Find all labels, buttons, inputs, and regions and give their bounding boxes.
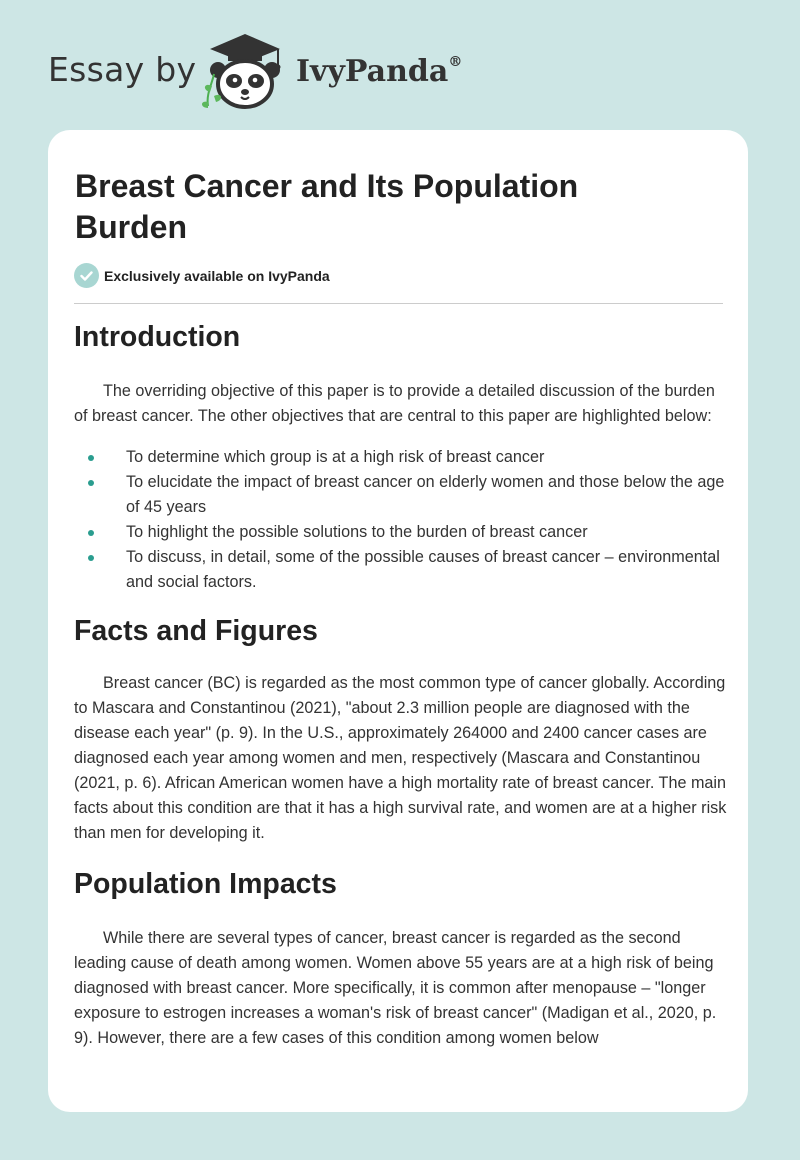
essay-by-label: Essay by [48,50,197,89]
exclusive-badge-label: Exclusively available on IvyPanda [104,267,330,284]
paragraph-introduction: The overriding objective of this paper is to provide a detailed discussion of the burden of breast cancer. The other objectives that are central to this paper are highlighted below: [74,382,715,425]
list-item: To determine which group is at a high risk of breast cancer [74,445,729,470]
objectives-list [74,445,729,595]
section-heading-introduction: Introduction [74,321,241,353]
panda-graduate-logo-icon[interactable] [200,30,290,110]
site-header [48,30,468,110]
essay-body [74,317,729,1051]
registered-mark: ® [448,54,463,70]
list-item: To discuss, in detail, some of the possible causes of breast cancer – environmental and social factors. [74,545,729,595]
section-heading-population-impacts: Population Impacts [74,868,337,900]
paragraph-population-impacts: While there are several types of cancer, breast cancer is regarded as the second leading cause of death among women. Women above 55 years are at a high risk of being diagnosed with breast cancer. More specifically, it is common after menopause – "longer exposure to estrogen increases a woman's risk of breast cancer" (Madigan et al., 2020, p. 9). However, there are a few cases of this condition among women below [74,929,717,1047]
essay-title: Breast Cancer and Its Population Burden [75,168,579,245]
section-heading-facts-and-figures: Facts and Figures [74,615,318,647]
paragraph-facts-and-figures: Breast cancer (BC) is regarded as the most common type of cancer globally. According to Mascara and Constantinou (2021), "about 2.3 million people are diagnosed with the disease each year" (p. 9). In the U.S., approximately 264000 and 2400 cancer cases are diagnosed each year among women and men, respectively (Mascara and Constantinou (2021, p. 6). African American women have a high mortality rate of breast cancer. The main facts about this condition are that it has a high survival rate, and women are at a higher risk than men for developing it. [74,674,727,842]
list-item: To elucidate the impact of breast cancer on elderly women and those below the age of 45 years [74,470,729,520]
check-circle-icon [74,263,99,288]
list-item: To highlight the possible solutions to the burden of breast cancer [74,520,729,545]
title-divider [74,303,723,304]
exclusive-badge [74,263,330,288]
essay-card [48,130,748,1112]
brand-name[interactable]: IvyPanda® [296,54,463,89]
